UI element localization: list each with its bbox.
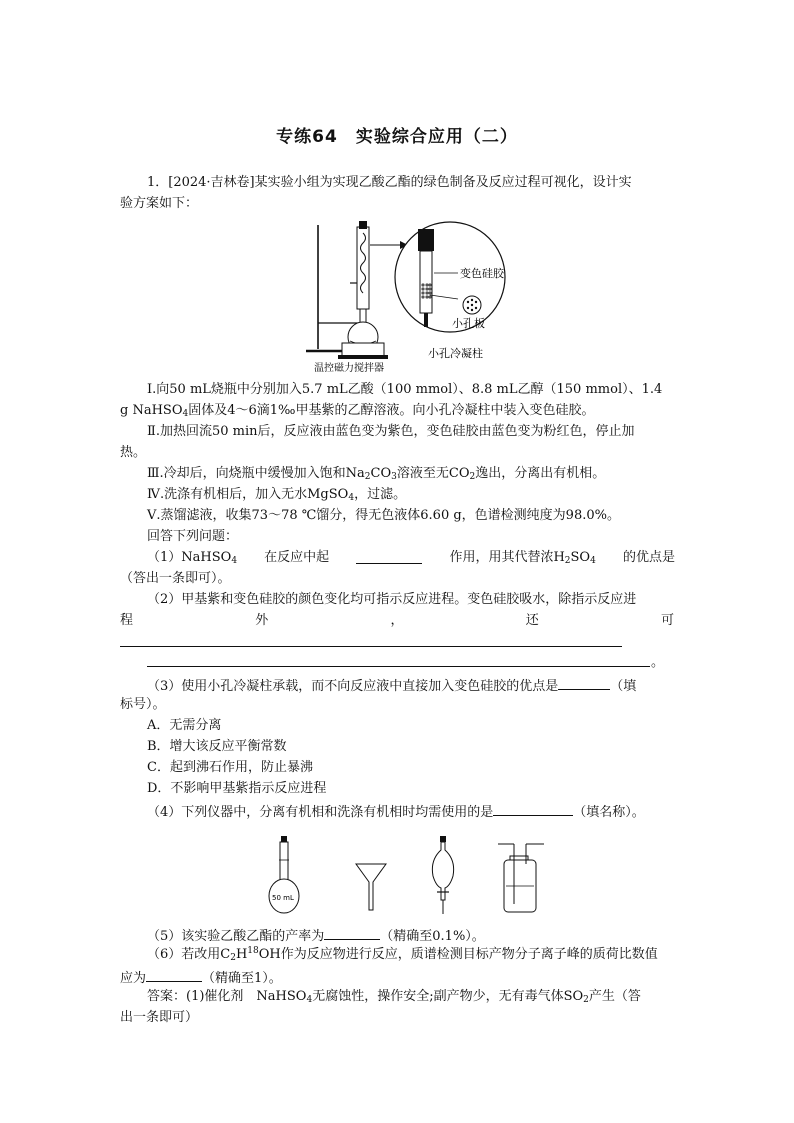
- answer-line-2: 出一条即可）: [120, 1010, 199, 1025]
- step-3: Ⅲ.冷却后，向烧瓶中缓慢加入饱和$Na_2CO_3$溶液至无$CO_2$逸出，分离出有机相。: [147, 466, 606, 482]
- q1-blank-role[interactable]: [356, 549, 422, 564]
- flask-volume-label: 50 mL: [272, 894, 294, 902]
- q1-intro-line-1: 1．[2024·吉林卷]某实验小组为实现乙酸乙酯的绿色制备及反应过程可视化，设计实: [147, 175, 632, 190]
- gas-washing-bottle-icon: [498, 844, 544, 912]
- apparatus-figure: [300, 215, 515, 375]
- q2-line-2: 程 外 ， 还 可: [120, 613, 674, 628]
- q2-end-period: 。: [651, 655, 665, 670]
- label-magnetic-stirrer: 温控磁力搅拌器: [314, 363, 384, 374]
- q3-option-a: A．无需分离: [147, 718, 222, 733]
- volumetric-flask-icon: [269, 836, 299, 913]
- step-5: Ⅴ.蒸馏滤液，收集73～78 ℃馏分，得无色液体6.60 g，色谱检测纯度为98.0%。: [147, 508, 620, 523]
- q5-blank[interactable]: [324, 925, 380, 940]
- q3-option-c: C．起到沸石作用，防止暴沸: [147, 760, 313, 775]
- answer-prompt: 回答下列问题：: [147, 529, 239, 544]
- instruments-figure: [260, 830, 560, 918]
- step-1-line-1: Ⅰ.向50 mL烧瓶中分别加入5.7 mL乙酸（100 mmol）、8.8 mL乙醇（150 mmol）、1.4: [147, 382, 663, 397]
- label-hole-condenser: 小孔冷凝柱: [428, 347, 483, 360]
- q4-line-1: （4）下列仪器中，分离有机相和洗涤有机相时均需使用的是 （填名称）。: [147, 801, 645, 822]
- q6-line-1: （6）若改用$C_2H^{18}OH$作为反应物进行反应，质谱检测目标产物分子离子峰的质荷比数值: [147, 946, 658, 963]
- q1-line-1: [147, 549, 675, 567]
- q1-part-c: 作用，用其代替浓$H_2SO_4$: [449, 550, 596, 566]
- q3-line-2: 标号）。: [120, 697, 166, 712]
- q1-part-d: 的优点是: [622, 550, 675, 565]
- step-2-line-2: 热。: [120, 445, 147, 460]
- q1-part-a: （1）NaHSO$_4$: [147, 550, 238, 566]
- step-1-line-2: g NaHSO$_4$固体及4～6滴1‰甲基紫的乙醇溶液。向小孔冷凝柱中装入变色硅胶。: [120, 403, 595, 419]
- q1-line-2: （答出一条即可）。: [120, 571, 231, 586]
- q1-intro-line-2: 验方案如下：: [120, 196, 199, 211]
- step-4: Ⅳ.洗涤有机相后，加入无水MgSO$_4$，过滤。: [147, 487, 407, 503]
- q4-blank[interactable]: [493, 801, 573, 816]
- q2-line-1: （2）甲基紫和变色硅胶的颜色变化均可指示反应进程。变色硅胶吸水，除指示反应进: [147, 592, 637, 607]
- separatory-funnel-icon: [432, 836, 453, 914]
- answer-line-1: 答案：(1)催化剂 NaHSO$_4$无腐蚀性，操作安全;副产物少，无有毒气体$SO_2$产生（答: [147, 989, 641, 1005]
- q6-blank[interactable]: [146, 967, 202, 982]
- label-hole-plate: 小孔板: [452, 317, 485, 330]
- q6-line-2: 应为 （精确至1）。: [120, 967, 282, 988]
- q2-answer-line-1[interactable]: [120, 646, 622, 647]
- step-2-line-1: Ⅱ.加热回流50 min后，反应液由蓝色变为紫色，变色硅胶由蓝色变为粉红色，停止加: [147, 424, 635, 439]
- q3-line-1: （3）使用小孔冷凝柱承载，而不向反应液中直接加入变色硅胶的优点是 （填: [147, 675, 636, 696]
- q5-line: （5）该实验乙酸乙酯的产率为 （精确至0.1%）。: [147, 925, 485, 946]
- q2-answer-line-2[interactable]: [147, 666, 650, 667]
- funnel-icon: [356, 864, 386, 910]
- label-color-silica: 变色硅胶: [460, 267, 504, 280]
- page-title: 专练64 实验综合应用（二）: [276, 127, 518, 147]
- q3-option-d: D．不影响甲基紫指示反应进程: [147, 781, 327, 796]
- q3-option-b: B．增大该反应平衡常数: [147, 739, 287, 754]
- q1-part-b: 在反应中起: [264, 550, 330, 565]
- q3-blank[interactable]: [558, 675, 610, 690]
